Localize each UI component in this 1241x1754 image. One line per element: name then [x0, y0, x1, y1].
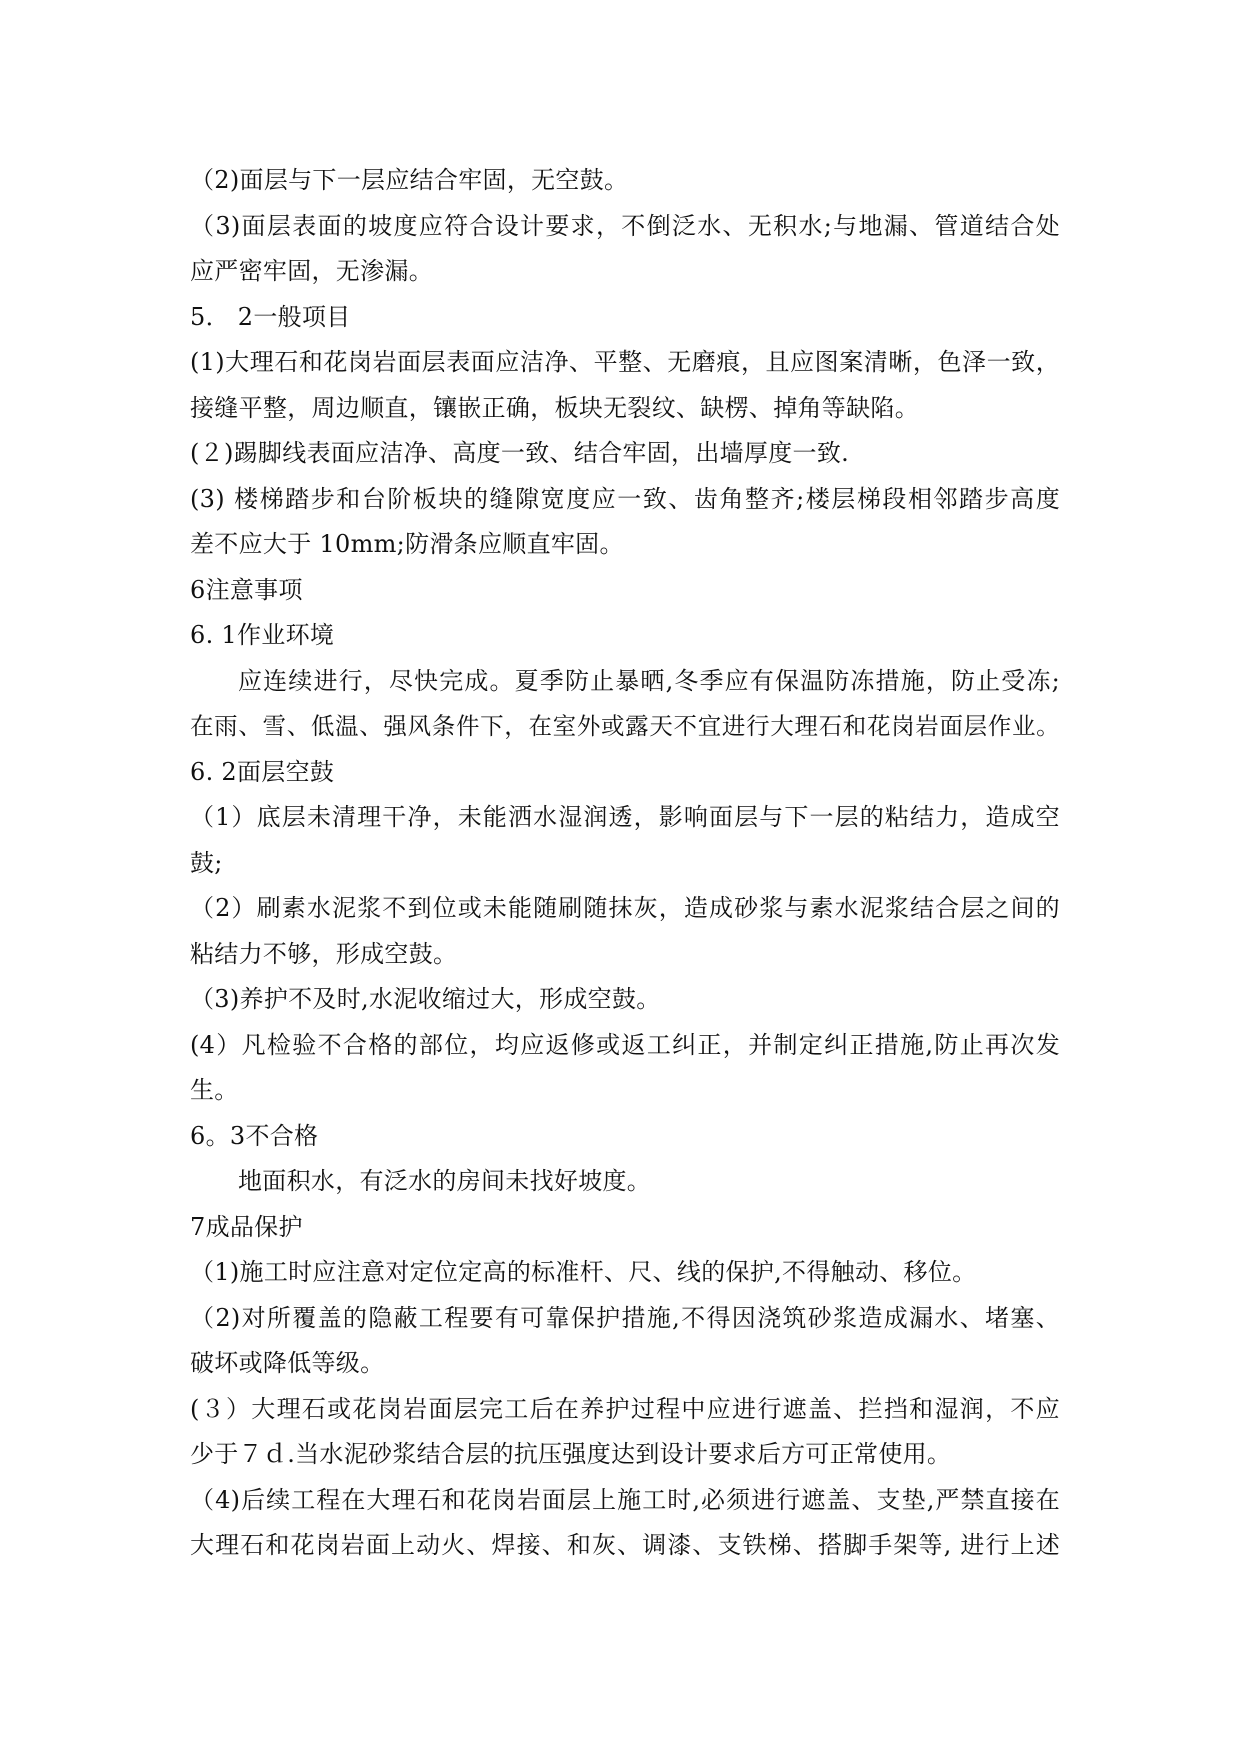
- text-line: (1)大理石和花岗岩面层表面应洁净、平整、无磨痕，且应图案清晰，色泽一致，: [190, 348, 1060, 376]
- text-line: 少于７ｄ.当水泥砂浆结合层的抗压强度达到设计要求后方可正常使用。: [190, 1440, 952, 1468]
- text-line: 生。: [190, 1076, 239, 1104]
- text-line: (２)踢脚线表面应洁净、高度一致、结合牢固，出墙厚度一致.: [190, 439, 850, 467]
- text-line: (4）凡检验不合格的部位，均应返修或返工纠正，并制定纠正措施,防止再次发: [190, 1030, 1060, 1059]
- text-line: 在雨、雪、低温、强风条件下，在室外或露天不宜进行大理石和花岗岩面层作业。: [190, 712, 1060, 740]
- text-line: 地面积水，有泛水的房间未找好坡度。: [238, 1167, 652, 1195]
- text-line: 应连续进行，尽快完成。夏季防止暴晒,冬季应有保温防冻措施，防止受冻;: [238, 666, 1060, 695]
- text-line: （2)面层与下一层应结合牢固，无空鼓。: [190, 166, 629, 194]
- text-line: 大理石和花岗岩面上动火、焊接、和灰、调漆、支铁梯、搭脚手架等, 进行上述: [190, 1531, 1060, 1559]
- document-body: [190, 158, 1060, 1569]
- text-line: (3) 楼梯踏步和台阶板块的缝隙宽度应一致、齿角整齐;楼层梯段相邻踏步高度: [190, 484, 1060, 513]
- text-line: （3)养护不及时,水泥收缩过大，形成空鼓。: [190, 985, 661, 1013]
- text-line: 鼓;: [190, 848, 223, 877]
- text-line: （3)面层表面的坡度应符合设计要求，不倒泛水、无积水;与地漏、管道结合处: [190, 211, 1060, 240]
- text-line: （1)施工时应注意对定位定高的标准杆、尺、线的保护,不得触动、移位。: [190, 1258, 977, 1286]
- text-line: 应严密牢固，无渗漏。: [190, 257, 433, 285]
- text-line: 差不应大于 10mm;防滑条应顺直牢固。: [190, 530, 624, 558]
- text-line: 接缝平整，周边顺直，镶嵌正确，板块无裂纹、缺楞、掉角等缺陷。: [190, 393, 919, 422]
- text-line: 破坏或降低等级。: [190, 1349, 385, 1377]
- text-line: 6注意事项: [190, 575, 303, 604]
- text-line: （2）刷素水泥浆不到位或未能随刷随抹灰，造成砂浆与素水泥浆结合层之间的: [190, 894, 1060, 922]
- text-line: 6. 2面层空鼓: [190, 757, 335, 786]
- text-line: 7成品保护: [190, 1212, 303, 1241]
- text-line: 粘结力不够，形成空鼓。: [190, 939, 458, 968]
- text-line: （4)后续工程在大理石和花岗岩面层上施工时,必须进行遮盖、支垫,严禁直接在: [190, 1485, 1060, 1514]
- text-line: 6。3不合格: [190, 1121, 319, 1150]
- text-line: 5． 2一般项目: [190, 302, 351, 331]
- text-line: （2)对所覆盖的隐蔽工程要有可靠保护措施,不得因浇筑砂浆造成漏水、堵塞、: [190, 1303, 1060, 1332]
- text-line: (３）大理石或花岗岩面层完工后在养护过程中应进行遮盖、拦挡和湿润，不应: [190, 1394, 1060, 1423]
- text-line: （1）底层未清理干净，未能洒水湿润透，影响面层与下一层的粘结力，造成空: [190, 803, 1060, 831]
- text-line: 6. 1作业环境: [190, 621, 335, 649]
